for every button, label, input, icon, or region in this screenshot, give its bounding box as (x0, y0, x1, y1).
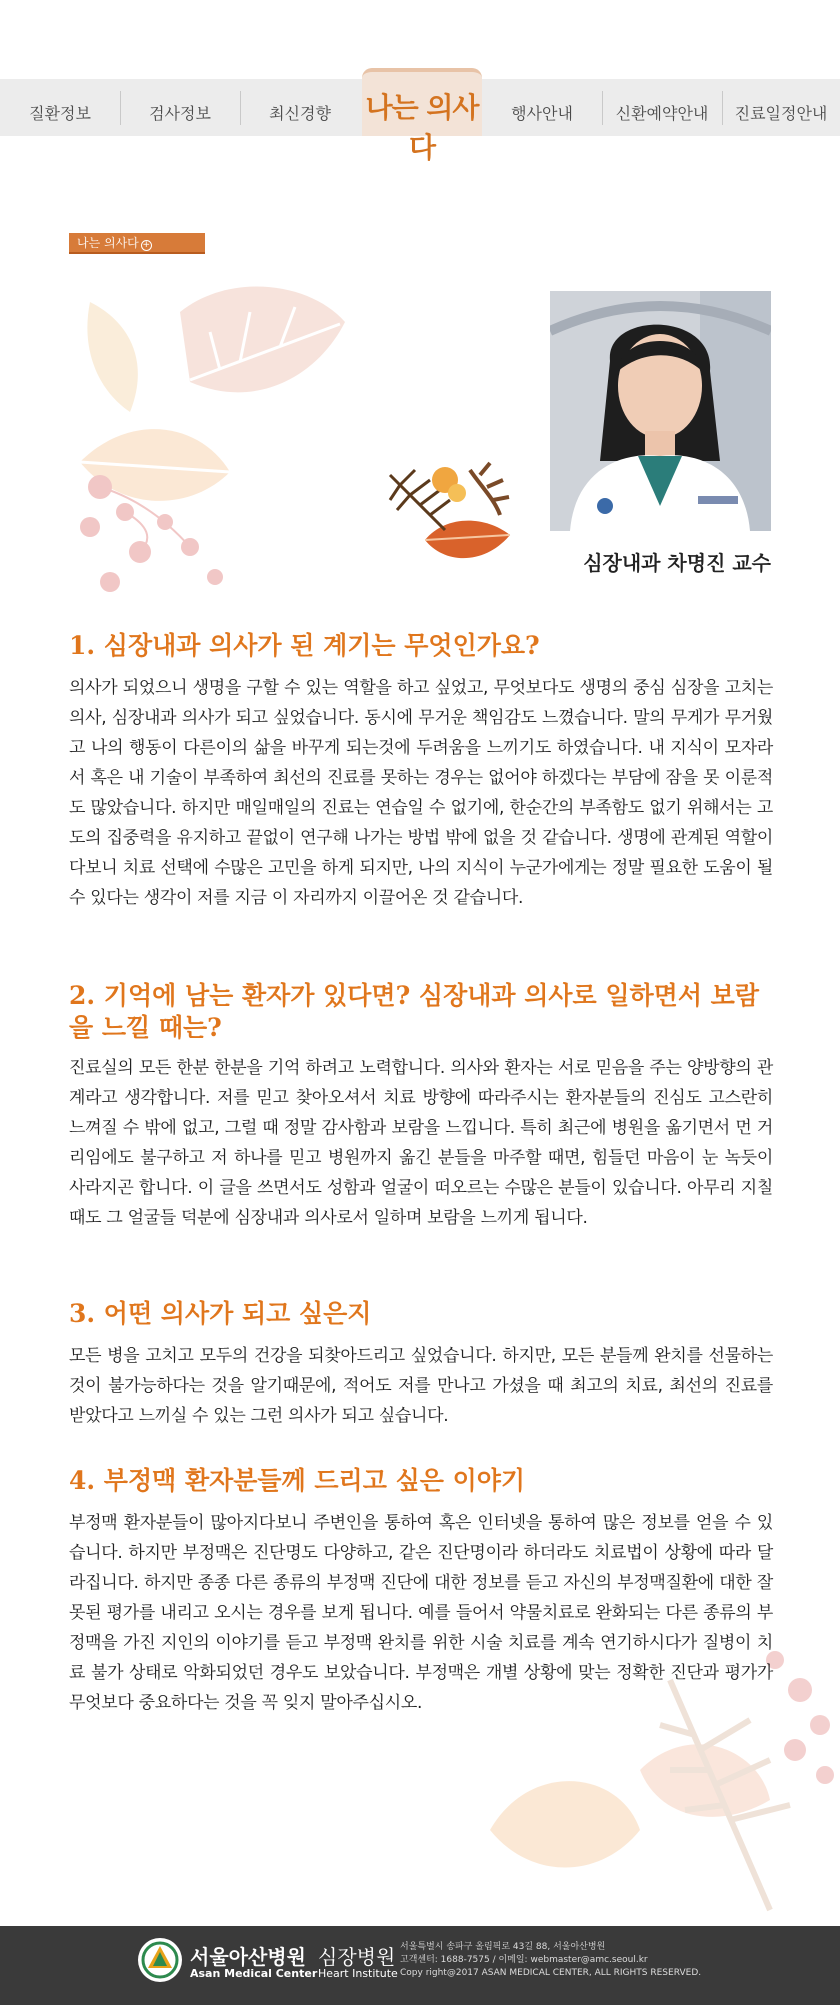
nav-item-label: 신환예약안내 (615, 104, 709, 123)
nav-item-test-info[interactable] (120, 79, 240, 136)
nav-item-label: 질환정보 (29, 104, 91, 123)
nav-item-events[interactable] (482, 79, 602, 136)
plus-icon: + (142, 240, 151, 250)
leaf-decoration-icon (70, 262, 360, 602)
footer-dept-name-en: Heart Institute (318, 1967, 398, 1980)
footer-contact: 고객센터: 1688-7575 / 이메일: webmaster@amc.seoul.kr (400, 1955, 648, 1965)
nav-item-schedule[interactable] (722, 79, 840, 136)
footer-hospital-name-en: Asan Medical Center (190, 1967, 318, 1980)
nav-item-label: 최신경향 (269, 104, 331, 123)
nav-item-label: 행사안내 (511, 104, 573, 123)
doctor-portrait (550, 291, 771, 531)
doctor-photo-icon (550, 291, 771, 531)
section-title-3: 3. 어떤 의사가 되고 싶은지 (69, 1299, 372, 1328)
doctor-name: 심장내과 차명진 교수 (583, 551, 771, 575)
nav-item-label: 검사정보 (149, 104, 211, 123)
nav-item-disease-info[interactable] (0, 79, 120, 136)
section-body-2: 진료실의 모든 한분 한분을 기억 하려고 노력합니다. 의사와 환자는 서로 믿음을 주는 양방향의 관계라고 생각합니다. 저를 믿고 찾아오셔서 치료 방향에 따라주시는 환자분들의 진심도 고스란히 느껴질 수 밖에 없고, 그럴 때 정말 감사함과 보람을 느낍니다. 특히 최근에 병원을 옮기면서 먼 거리임에도 불구하고 저 하나를 믿고 병원까지 옮긴 분들을 마주할 때면, 힘들던 마음이 눈 녹듯이 사라지곤 합니다. 이 글을 쓰면서도 성함과 얼굴이 떠오르는 수많은 분들이 있습니다. 아무리 지칠 때도 그 얼굴들 덕분에 심장내과 의사로서 일하며 보람을 느끼게 됩니다. (69, 1058, 773, 1228)
nav-item-latest-trends[interactable] (240, 79, 360, 136)
section-body-4: 부정맥 환자분들이 많아지다보니 주변인을 통하여 혹은 인터넷을 통하여 많은 정보를 얻을 수 있습니다. 하지만 부정맥은 진단명도 다양하고, 같은 진단명이라 하더라도 치료법이 상황에 따라 달라집니다. 하지만 종종 다른 종류의 부정맥 진단에 대한 정보를 듣고 자신의 부정맥질환에 대한 잘못된 평가를 내리고 오시는 경우를 보게 됩니다. 예를 들어서 약물치료로 완화되는 다른 종류의 부정맥을 가진 지인의 이야기를 듣고 부정맥 완치를 위한 시술 치료를 계속 연기하시다가 질병이 치료 불가 상태로 악화되었던 경우도 보았습니다. 부정맥은 개별 상황에 맞는 정확한 진단과 평가가 무엇보다 중요하다는 것을 꼭 잊지 말아주십시오. (69, 1513, 773, 1713)
nav-active-label: 나는 의사다 (365, 91, 479, 164)
section-title-2: 2. 기억에 남는 환자가 있다면? 심장내과 의사로 일하면서 보람을 느낄 때는? (69, 981, 759, 1042)
section-body-3: 모든 병을 고치고 모두의 건강을 되찾아드리고 싶었습니다. 하지만, 모든 분들께 완치를 선물하는 것이 불가능하다는 것을 알기때문에, 적어도 저를 만나고 가셨을 때 최고의 치료, 최선의 진료를 받았다고 느끼실 수 있는 그런 의사가 되고 싶습니다. (69, 1346, 773, 1426)
section-title-1: 1. 심장내과 의사가 된 계기는 무엇인가요? (69, 631, 540, 660)
section-body-1: 의사가 되었으니 생명을 구할 수 있는 역할을 하고 싶었고, 무엇보다도 생명의 중심 심장을 고치는 의사, 심장내과 의사가 되고 싶었습니다. 동시에 무거운 책임감도 느꼈습니다. 말의 무게가 무거웠고 나의 행동이 다른이의 삶을 바꾸게 되는것에 두려움을 느끼기도 하였습니다. 내 지식이 모자라서 혹은 내 기술이 부족하여 최선의 진료를 못하는 경우는 없어야 하겠다는 부담에 잠을 못 이룬적도 많았습니다. 하지만 매일매일의 진료는 연습일 수 없기에, 한순간의 부족함도 없기 위해서는 고도의 집중력을 유지하고 끝없이 연구해 나가는 방법 밖에 없을 것 같습니다. 생명에 관계된 역할이다보니 치료 선택에 수많은 고민을 하게 되지만, 나의 지식이 누군가에게는 정말 필요한 도움이 될 수 있다는 생각이 저를 지금 이 자리까지 이끌어온 것 같습니다. (69, 678, 773, 908)
nav-item-new-patient[interactable] (602, 79, 722, 136)
section-title-4: 4. 부정맥 환자분들께 드리고 싶은 이야기 (69, 1466, 526, 1495)
footer-dept-name: 심장병원 (318, 1945, 396, 1969)
section-badge (69, 233, 205, 254)
footer-address: 서울특별시 송파구 올림픽로 43길 88, 서울아산병원 (400, 1942, 606, 1952)
badge-label: 나는 의사다 (77, 236, 139, 250)
nav-item-label: 진료일정안내 (734, 104, 828, 123)
footer-hospital-name: 서울아산병원 (190, 1945, 306, 1969)
footer-copyright: Copy right@2017 ASAN MEDICAL CENTER, ALL RIGHTS RESERVED. (400, 1968, 702, 1978)
hospital-logo-icon (138, 1938, 182, 1982)
